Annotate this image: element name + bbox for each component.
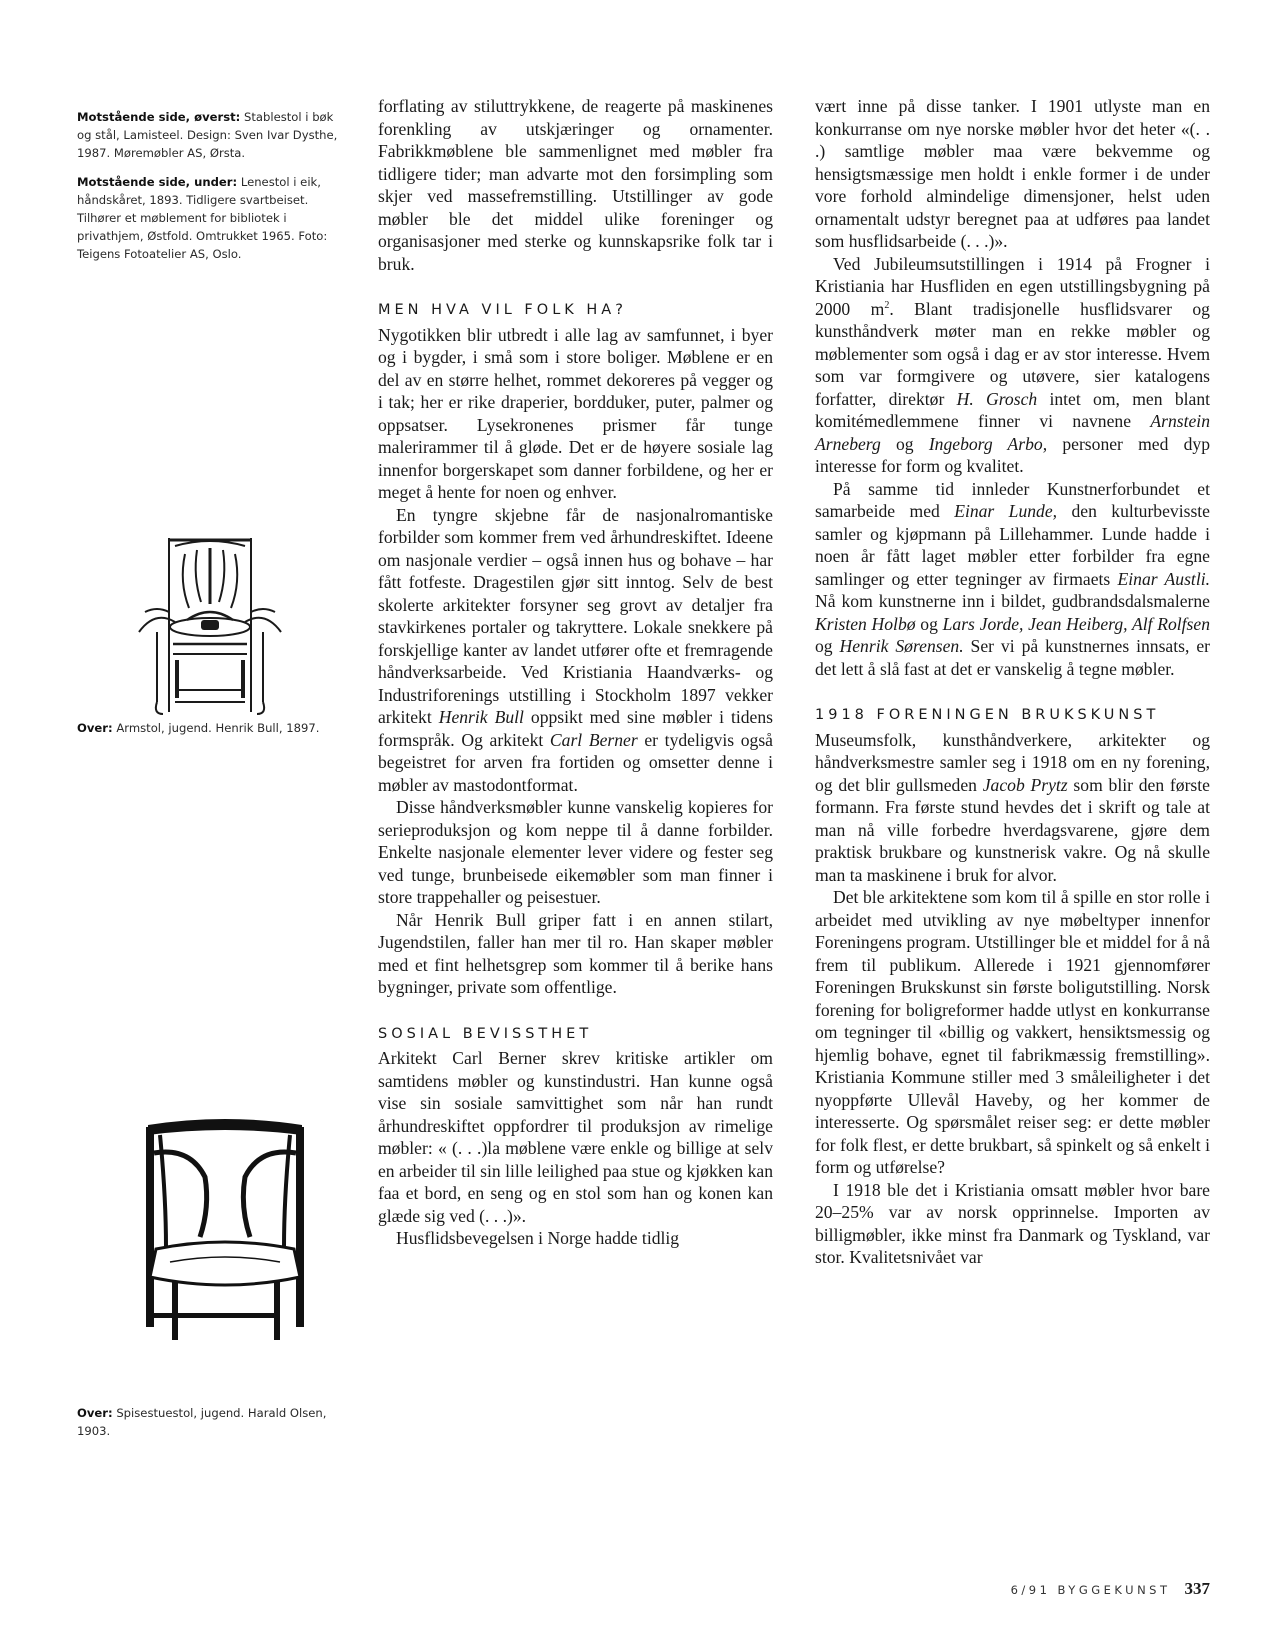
caption-top	[77, 96, 342, 275]
caption-opposite-bottom: Motstående side, under: Lenestol i eik, håndskåret, 1893. Tidligere svartbeiset. Tilhører et møblement for bibliotek i privathjem, Østfold. Omtrukket 1965. Foto: Teigens Fotoatelier AS, Oslo.	[77, 175, 328, 262]
section-heading: MEN HVA VIL FOLK HA?	[378, 302, 627, 318]
paragraph: forflating av stiluttrykkene, de reagerte på maskinenes forenkling av utskjæringer og ornamenter. Fabrikkmøblene ble sammenlignet med møbler fra tidligere tider; man advarte mot den forsimpling som skjer ved massefremstilling. Utstillinger av gode møbler ble det middel ulike foreninger og organisasjoner med sterke og kunnskapsrike folk tar i bruk.	[378, 96, 773, 274]
paragraph: Ved Jubileumsutstillingen i 1914 på Frogner i Kristiania har Husfliden en egen utstillingsbygning på 2000 $m^2$. Blant tradisjonelle husflidsvarer og kunsthåndverk møter man en rekke møbler og møblementer som også i dag er av stor interesse. Hvem som var formgivere og utøvere, sier katalogens forfatter, direktør H. Grosch intet om, men blant komitémedlemmene finner vi navnene Arnstein Arneberg og Ingeborg Arbo, personer med dyp interesse for form og kvalitet.	[815, 253, 1211, 476]
paragraph: Det ble arkitektene som kom til å spille en stor rolle i arbeidet med utvikling av nye møbeltyper innenfor Foreningens program. Utstillinger ble et middel for å nå frem til publikum. Allerede i 1921 gjennomfører Foreningen Brukskunst sin første boligutstilling. Norsk forening for boligreformer hadde utlyst en konkurranse om tegninger til «billig og vakkert, hensiktsmessig og hjemlig bohave, egnet til fabrikmæssig fremstilling». Kristiania Kommune stiller med 3 småleiligheter i det nyoppførte Ullevål Haveby, og her kommer de interesserte. Og spørsmålet reiser seg: er dette møbler for folk flest, er dette brukbart, så spinkelt og så enkelt i form og utførelse?	[815, 887, 1210, 1177]
caption-opposite-top: Motstående side, øverst: Stablestol i bøk og stål, Lamisteel. Design: Sven Ivar Dysthe, 1987. Møremøbler AS, Ørsta.	[77, 109, 338, 160]
armchair-illustration	[135, 532, 285, 718]
paragraph: En tyngre skjebne får de nasjonalromantiske forbilder som kommer frem ved århundreskiftet. Ideene om nasjonale verdier – også innen hus og bohave – har fått fotfeste. Dragestilen gjør sitt inntog. Selv de best skolerte arkitekter forsyner seg grovt av detaljer fra stavkirkenes portaler og takryttere. Lokale snekkere på forskjellige kanter av landet utfører ofte et fremragende håndverksarbeide. Ved Kristiania Haandværks- og Industriforenings utstilling i Stockholm 1897 vekker arkitekt Henrik Bull oppsikt med sine møbler i tidens formspråk. Og arkitekt Carl Berner er tydeligvis også begeistret for arven fra fortiden og omsetter denne i møbler av mastodontformat.	[378, 504, 774, 795]
dining-chair-illustration	[130, 1117, 320, 1352]
paragraph: Nygotikken blir utbredt i alle lag av samfunnet, i byer og i bygder, i små som i store boliger. Møblene er en del av en større helhet, rommet dekoreres på vegger og i tak; her er rike draperier, bordduker, puter, palmer og oppsatser. Lysekronenes prismer får tunge malerirammer til å gløde. Det er de høyere sosiale lag innenfor borgerskapet som danner forbildene, og her er meget å hente for noen og enhver.	[378, 324, 773, 502]
paragraph: På samme tid innleder Kunstnerforbundet et samarbeide med Einar Lunde, den kulturbevisste samler og kjøpmann på Lillehammer. Lunde hadde i noen år fått laget møbler etter forbilder fra egne samlinger og etter tegninger av firmaets Einar Austli. Nå kom kunstnerne inn i bildet, gudbrandsdalsmalerne Kristen Holbø og Lars Jorde, Jean Heiberg, Alf Rolfsen og Henrik Sørensen. Ser vi på kunstnernes innsats, er det lett å slå fast at det er vanskelig å tegne møbler.	[815, 478, 1210, 679]
caption-armchair: Over: Armstol, jugend. Henrik Bull, 1897.	[77, 720, 320, 735]
text-column-middle	[378, 95, 773, 1250]
paragraph: Husflidsbevegelsen i Norge hadde tidlig	[396, 1228, 680, 1248]
section-heading: SOSIAL BEVISSTHET	[378, 1025, 593, 1042]
paragraph: I 1918 ble det i Kristiania omsatt møbler hvor bare 20–25% var av norsk opprinnelse. Importen av billigmøbler, ikke minst fra Danmark og Tyskland, var stor. Kvalitetsnivået var	[815, 1179, 1210, 1267]
paragraph: Disse håndverksmøbler kunne vanskelig kopieres for serieproduksjon og kom neppe til å danne forbilder. Enkelte nasjonale elementer lever videre og fester seg ved tunge, brunbeisede eikemøbler som man finner i store trappehaller og peisestuer.	[378, 797, 773, 907]
paragraph: Arkitekt Carl Berner skrev kritiske artikler om samtidens møbler og kunstindustri. Han kunne også vise sin sosiale samvittighet som når han rundt århundreskiftet oppfordrer til produksjon av rimelige møbler: « (. . .)la møblene være enkle og billige at selv en arbeider til sin lille leilighed paa stue og kjøkken kan faa et bord, en seng og en stol som han og konen kan glæde sig ved (. . .)».	[378, 1048, 773, 1226]
paragraph: Når Henrik Bull griper fatt i en annen stilart, Jugendstilen, faller han mer til ro. Han skaper møbler med et fint helhetsgrep som kommer til å berike hans bygninger, private som offentlige.	[378, 909, 773, 997]
paragraph: vært inne på disse tanker. I 1901 utlyste man en konkurranse om nye norske møbler hvor det heter «(. . .) samtlige møbler maa være bekvemme og hensigtsmæssige men holdt i enkle former i de under vore forhold almindelige dimensjoner, helst uden ornamentalt udstyr beregnet paa at udføres paa landet som husflidsarbeide (. . .)».	[815, 96, 1210, 251]
section-heading: 1918 FORENINGEN BRUKSKUNST	[815, 707, 1160, 723]
paragraph: Museumsfolk, kunsthåndverkere, arkitekter og håndverksmestre samler seg i 1918 om en ny forening, og det blir gullsmeden Jacob Prytz som blir den første formann. Fra første stund hevdes det i skrift og tale at man nå ville forbedre hverdagsvarene, gjøre dem praktisk brukbare og kunstnerisk vakre. Og nå skulle man ta maskinene i bruk for alvor.	[815, 729, 1210, 885]
issue-label: 6/91 BYGGEKUNST	[1010, 1583, 1171, 1597]
page-footer	[990, 1579, 1210, 1599]
page-number: 337	[1184, 1579, 1210, 1598]
text-column-right	[815, 95, 1210, 1269]
caption-dining-chair: Over: Spisestuestol, jugend. Harald Olsen, 1903.	[77, 1405, 327, 1438]
